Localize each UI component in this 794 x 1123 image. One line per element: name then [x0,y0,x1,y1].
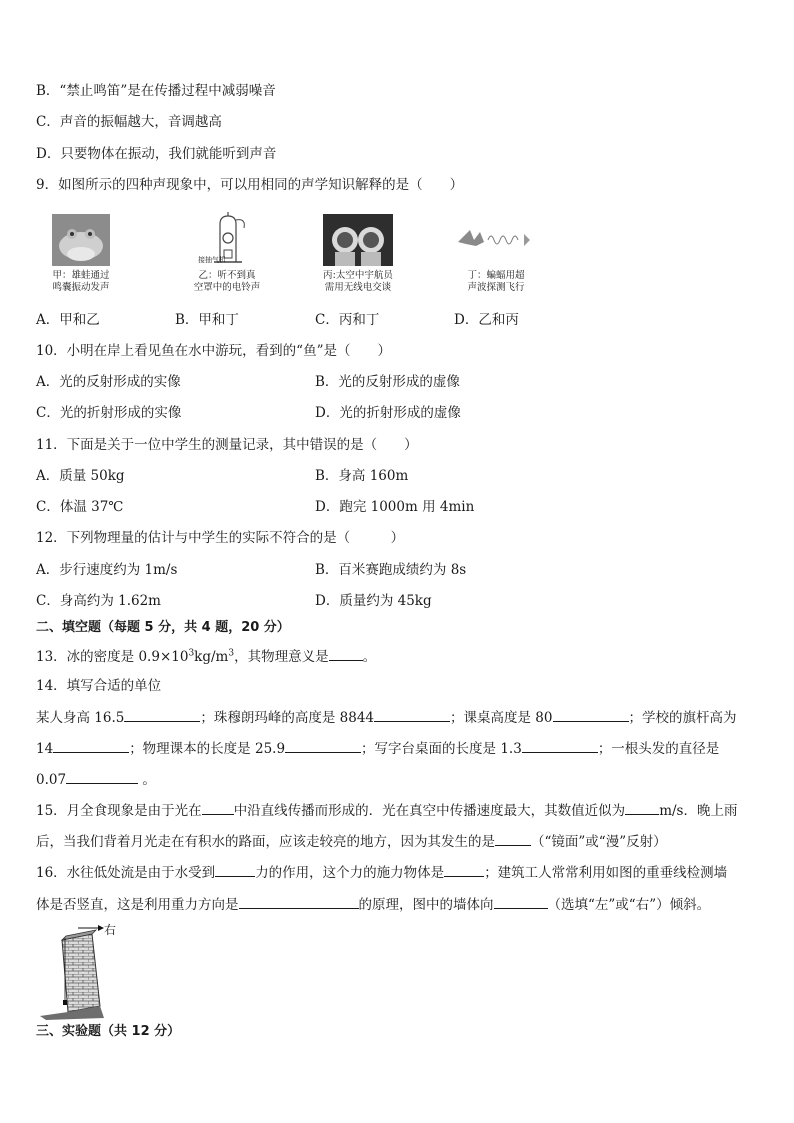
fig-caption-line: 甲：雄蛙通过 [52,270,110,281]
q16-line-2: 体是否竖直，这是利用重力方向是 的原理，图中的墙体向 （选填“左”或“右”）倾斜。 [36,894,710,914]
fig-caption-line: 需用无线电交谈 [324,282,392,293]
q10-option-b: B．光的反射形成的虚像 [315,374,460,390]
q11-option-c: C．体温 37℃ [36,499,124,515]
q9-option-c: C．丙和丁 [315,312,380,328]
answer-blank[interactable] [239,894,359,909]
astronauts-icon [323,214,393,266]
q9-stem: 9．如图所示的四种声现象中，可以用相同的声学知识解释的是（ ） [36,177,464,193]
q9-option-b: B．甲和丁 [175,312,239,328]
q10-option-a: A．光的反射形成的实像 [36,374,181,390]
answer-blank[interactable] [66,769,138,784]
q14-stem: 14．填写合适的单位 [36,678,162,694]
q10-option-d: D．光的折射形成的虚像 [315,405,461,421]
answer-blank[interactable] [285,738,361,753]
q15-line-2: 后，当我们背着月光走在有积水的路面，应该走较亮的地方，因为其发生的是 （“镜面”或“漫”反射） [36,831,667,851]
q12-option-d: D．质量约为 45kg [315,593,432,609]
section-heading-experiment: 三、实验题（共 12 分） [36,1024,181,1039]
q14-line-2: 14 ；物理课本的长度是 25.9 ；写字台桌面的长度是 1.3 ；一根头发的直径是 [36,738,719,758]
fig-caption-line: 丙:太空中宇航员 [323,270,393,281]
q8-option-b: B．“禁止鸣笛”是在传播过程中减弱噪音 [36,83,276,99]
q10-stem: 10．小明在岸上看见鱼在水中游玩，看到的“鱼”是（ ） [36,343,391,359]
q12-option-b: B．百米赛跑成绩约为 8s [315,562,467,578]
answer-blank[interactable] [553,707,629,722]
q11-option-d: D．跑完 1000m 用 4min [315,499,475,515]
q8-option-c: C．声音的振幅越大，音调越高 [36,114,222,130]
q14-line-3: 0.07 。 [36,769,156,789]
fig-caption-line: 声波探测飞行 [467,282,525,293]
bat-icon [454,220,534,260]
q12-option-c: C．身高约为 1.62m [36,593,161,609]
q13-line: 13．冰的密度是 $0.9\times 10^3kg/m^3$，其物理意义是 。 [36,646,376,666]
fig-caption-line: 丁：蝙蝠用超 [467,270,525,281]
q10-option-c: C．光的折射形成的实像 [36,405,182,421]
answer-blank[interactable] [329,646,363,661]
q12-stem: 12．下列物理量的估计与中学生的实际不符合的是（ ） [36,530,405,546]
q9-option-d: D．乙和丙 [454,312,519,328]
q16-line-1: 16．水往低处流是由于水受到 力的作用，这个力的施力物体是 ；建筑工人常常利用如图的重垂线检测墙 [36,862,727,882]
q9-option-a: A．甲和乙 [36,312,100,328]
answer-blank[interactable] [374,707,450,722]
answer-blank[interactable] [522,738,598,753]
fig-caption-line: 乙：听不到真 [198,270,256,281]
frog-icon [52,214,110,266]
q12-option-a: A．步行速度约为 1m/s [36,562,178,578]
arrow-label-right: 右 [104,923,117,937]
answer-blank[interactable] [444,862,484,877]
answer-blank[interactable] [494,894,548,909]
answer-blank[interactable] [625,800,659,815]
answer-blank[interactable] [124,707,200,722]
answer-blank[interactable] [215,862,255,877]
section-heading-fill-in: 二、填空题（每题 5 分，共 4 题，20 分） [36,620,290,635]
answer-blank[interactable] [53,738,129,753]
q15-line-1: 15．月全食现象是由于光在 中沿直线传播而形成的．光在真空中传播速度最大，其数值近似为 m/s．晚上雨 [36,800,737,820]
q11-option-b: B．身高 160m [315,468,409,484]
fig-caption-line: 空罩中的电铃声 [193,282,261,293]
q8-option-d: D．只要物体在振动，我们就能听到声音 [36,146,277,162]
q14-line-1: 某人身高 16.5 ；珠穆朗玛峰的高度是 8844 ；课桌高度是 80 ；学校的旗杆高为 [36,707,737,727]
answer-blank[interactable] [495,831,531,846]
vacuum-pump-label: 接抽气机 [198,256,226,264]
answer-blank[interactable] [202,800,234,815]
q11-option-a: A．质量 50kg [36,468,125,484]
fig-caption-line: 鸣囊振动发声 [52,282,110,293]
q11-stem: 11．下面是关于一位中学生的测量记录，其中错误的是（ ） [36,437,418,453]
